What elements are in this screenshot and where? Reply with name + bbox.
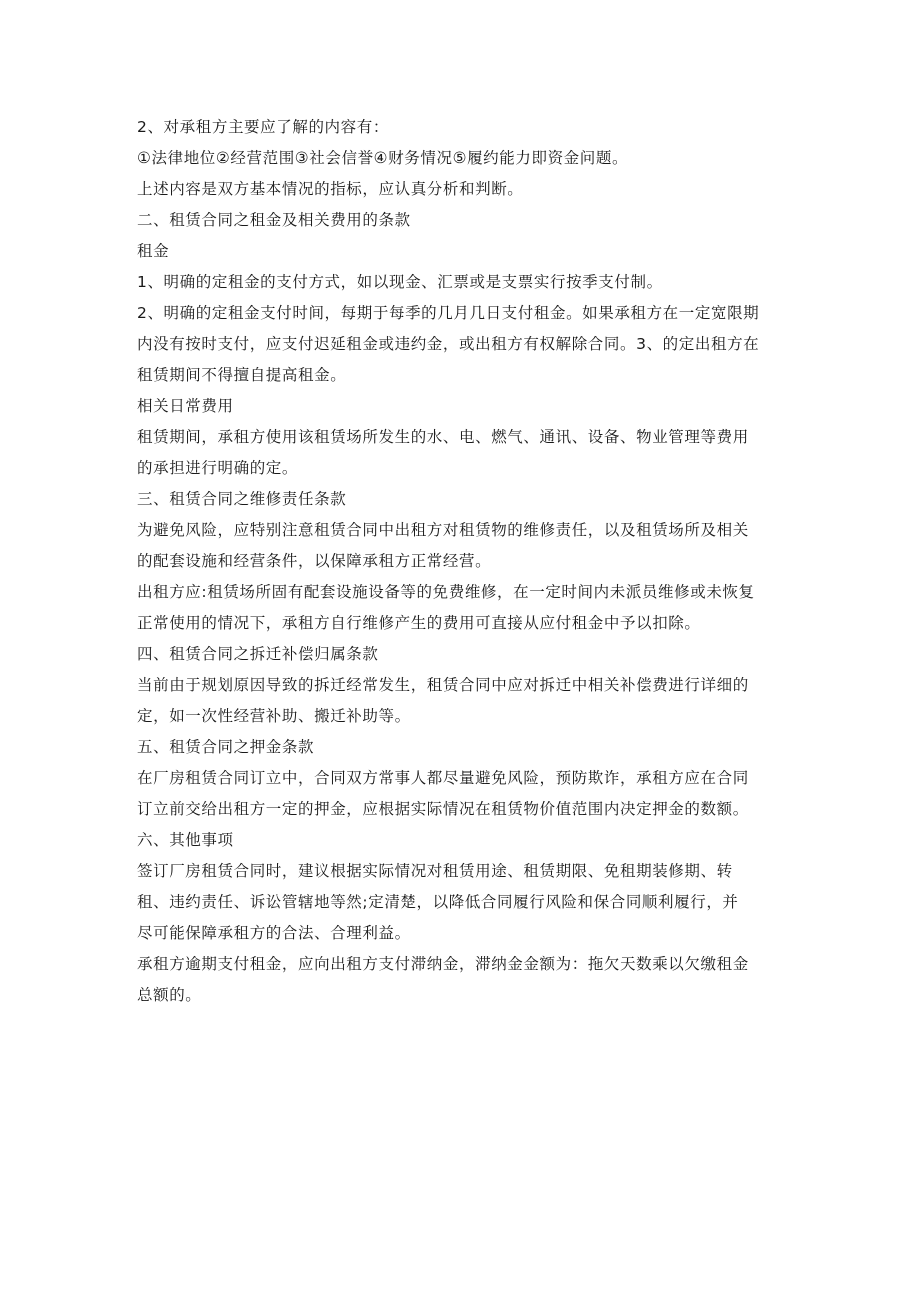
text-line: 内没有按时支付，应支付迟延租金或违约金，或出租方有权解除合同。3、的定出租方在 (137, 335, 760, 353)
text-line: 承租方逾期支付租金，应向出租方支付滞纳金，滞纳金金额为：拖欠天数乘以欠缴租金 (137, 955, 749, 973)
text-line: 1、明确的定租金的支付方式，如以现金、汇票或是支票实行按季支付制。 (137, 273, 663, 291)
section-heading: 五、租赁合同之押金条款 (137, 738, 315, 756)
text-line: 租赁期间，承租方使用该租赁场所发生的水、电、燃气、通讯、设备、物业管理等费用 (137, 428, 749, 446)
text-line: 在厂房租赁合同订立中，合同双方常事人都尽量避免风险，预防欺诈，承租方应在合同 (137, 769, 749, 787)
text-line: 租、违约责任、诉讼管辖地等然;定清楚，以降低合同履行风险和保合同顺利履行，并 (137, 893, 739, 911)
text-line: 订立前交给出租方一定的押金，应根据实际情况在租赁物价值范围内决定押金的数额。 (137, 800, 749, 818)
subsection-heading: 租金 (137, 242, 170, 260)
document-body (137, 112, 797, 1011)
text-line: 2、对承租方主要应了解的内容有： (137, 118, 389, 136)
text-line: 定，如一次性经营补助、搬迁补助等。 (137, 707, 411, 725)
text-line: 签订厂房租赁合同时，建议根据实际情况对租赁用途、租赁期限、免租期装修期、转 (137, 862, 733, 880)
text-line: ①法律地位②经营范围③社会信誉④财务情况⑤履约能力即资金问题。 (137, 149, 629, 167)
text-line: 尽可能保障承租方的合法、合理利益。 (137, 924, 411, 942)
subsection-heading: 相关日常费用 (137, 397, 234, 415)
text-line: 租赁期间不得擅自提高租金。 (137, 366, 347, 384)
text-line: 2、明确的定租金支付时间，每期于每季的几月几日支付租金。如果承租方在一定宽限期 (137, 304, 760, 322)
text-line: 上述内容是双方基本情况的指标，应认真分析和判断。 (137, 180, 524, 198)
text-line: 出租方应:租赁场所固有配套设施设备等的免费维修，在一定时间内未派员维修或未恢复 (137, 583, 755, 601)
section-heading: 二、租赁合同之租金及相关费用的条款 (137, 211, 411, 229)
section-heading: 四、租赁合同之拆迁补偿归属条款 (137, 645, 379, 663)
section-heading: 六、其他事项 (137, 831, 234, 849)
section-heading: 三、租赁合同之维修责任条款 (137, 490, 347, 508)
text-line: 的配套设施和经营条件，以保障承租方正常经营。 (137, 552, 492, 570)
text-line: 为避免风险，应特别注意租赁合同中出租方对租赁物的维修责任，以及租赁场所及相关 (137, 521, 749, 539)
text-line: 总额的。 (137, 986, 202, 1004)
text-line: 的承担进行明确的定。 (137, 459, 299, 477)
text-line: 当前由于规划原因导致的拆迁经常发生，租赁合同中应对拆迁中相关补偿费进行详细的 (137, 676, 749, 694)
text-line: 正常使用的情况下，承租方自行维修产生的费用可直接从应付租金中予以扣除。 (137, 614, 701, 632)
